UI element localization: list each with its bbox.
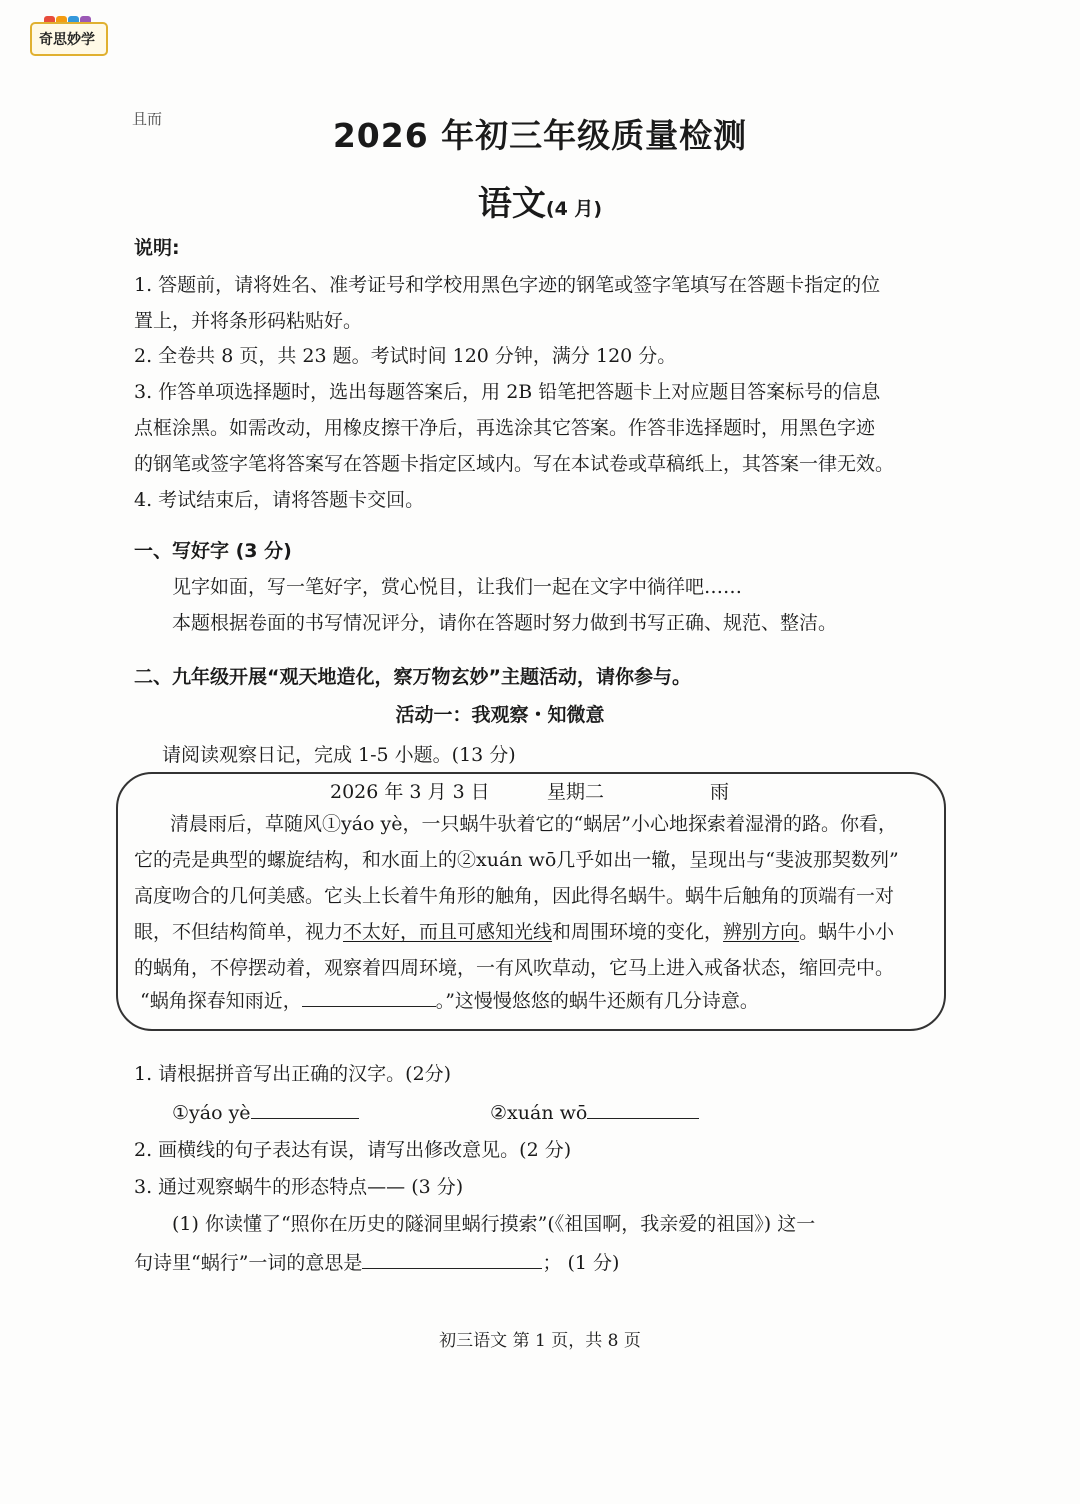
answer-blank[interactable] bbox=[362, 1248, 542, 1269]
diary-line: 的蜗角，不停摆动着，观察着四周环境，一有风吹草动，它马上进入戒备状态，缩回壳中。 bbox=[134, 957, 895, 979]
section2-heading: 二、九年级开展“观天地造化，察万物玄妙”主题活动，请你参与。 bbox=[134, 666, 691, 688]
diary-line: 高度吻合的几何美感。它头上长着牛角形的触角，因此得名蜗牛。蜗牛后触角的顶端有一对 bbox=[134, 885, 895, 907]
section1-heading: 一、写好字 (3 分) bbox=[134, 540, 292, 562]
handwritten-note: 且而 bbox=[132, 110, 163, 128]
question-1a: ①yáo yè bbox=[172, 1098, 359, 1127]
instruction-line: 3. 作答单项选择题时，选出每题答案后，用 2B 铅笔把答题卡上对应题目答案标号的信息 bbox=[134, 381, 881, 403]
diary-weather: 雨 bbox=[710, 781, 730, 803]
diary-line-blank: “蜗角探春知雨近， 。”这慢慢悠悠的蜗牛还颇有几分诗意。 bbox=[140, 986, 759, 1015]
page-title: 2026 年初三年级质量检测 bbox=[332, 116, 748, 155]
instruction-line: 2. 全卷共 8 页，共 23 题。考试时间 120 分钟，满分 120 分。 bbox=[134, 345, 677, 367]
answer-blank[interactable] bbox=[302, 986, 436, 1007]
underlined-phrase: 辨别方向 bbox=[723, 921, 800, 943]
section1-line: 见字如面，写一笔好字，赏心悦目，让我们一起在文字中徜徉吧…… bbox=[172, 576, 743, 598]
question-1b: ②xuán wō bbox=[490, 1098, 699, 1127]
brand-logo-text: 奇思妙学 bbox=[39, 32, 95, 48]
question-2: 2. 画横线的句子表达有误，请写出修改意见。(2 分) bbox=[134, 1139, 572, 1161]
subject-name: 语文 bbox=[477, 184, 546, 224]
question-3-1-cont: 句诗里“蜗行”一词的意思是 ； (1 分) bbox=[134, 1248, 619, 1277]
diary-line: 它的壳是典型的螺旋结构，和水面上的②xuán wō几乎如出一辙，呈现出与“斐波那契数列” bbox=[134, 849, 899, 871]
answer-blank[interactable] bbox=[251, 1098, 359, 1119]
instructions-heading: 说明: bbox=[134, 237, 180, 259]
instruction-line: 4. 考试结束后，请将答题卡交回。 bbox=[134, 489, 425, 511]
page-footer: 初三语文 第 1 页，共 8 页 bbox=[439, 1331, 641, 1351]
diary-line: 清晨雨后，草随风①yáo yè，一只蜗牛驮着它的“蜗居”小心地探索着湿滑的路。你看， bbox=[170, 813, 897, 835]
activity-title: 活动一：我观察・知微意 bbox=[395, 704, 605, 726]
instruction-line: 1. 答题前，请将姓名、准考证号和学校用黑色字迹的钢笔或签字笔填写在答题卡指定的位 bbox=[134, 274, 881, 296]
diary-date: 2026 年 3 月 3 日 bbox=[330, 781, 490, 803]
diary-weekday: 星期二 bbox=[547, 781, 605, 803]
section2-intro: 请阅读观察日记，完成 1-5 小题。(13 分) bbox=[162, 744, 516, 766]
diary-line-underlined: 眼，不但结构简单，视力不太好，而且可感知光线和周围环境的变化，辨别方向。蜗牛小小 bbox=[134, 921, 895, 943]
instruction-line: 点框涂黑。如需改动，用橡皮擦干净后，再选涂其它答案。作答非选择题时，用黑色字迹 bbox=[134, 417, 876, 439]
brand-logo bbox=[30, 12, 104, 54]
question-1: 1. 请根据拼音写出正确的汉字。(2分) bbox=[134, 1063, 452, 1085]
answer-blank[interactable] bbox=[587, 1098, 699, 1119]
question-3: 3. 通过观察蜗牛的形态特点—— (3 分) bbox=[134, 1176, 464, 1198]
instruction-line: 的钢笔或签字笔将答案写在答题卡指定区域内。写在本试卷或草稿纸上，其答案一律无效。 bbox=[134, 453, 895, 475]
underlined-sentence: 不太好，而且可感知光线 bbox=[343, 921, 553, 943]
question-3-1: (1) 你读懂了“照你在历史的隧洞里蜗行摸索”(《祖国啊，我亲爱的祖国》) 这一 bbox=[172, 1213, 816, 1235]
instruction-line: 置上，并将条形码粘贴好。 bbox=[134, 310, 363, 332]
subject-title bbox=[0, 176, 1080, 225]
subject-month: (4 月) bbox=[545, 198, 603, 220]
section1-line: 本题根据卷面的书写情况评分，请你在答题时努力做到书写正确、规范、整洁。 bbox=[172, 612, 838, 634]
